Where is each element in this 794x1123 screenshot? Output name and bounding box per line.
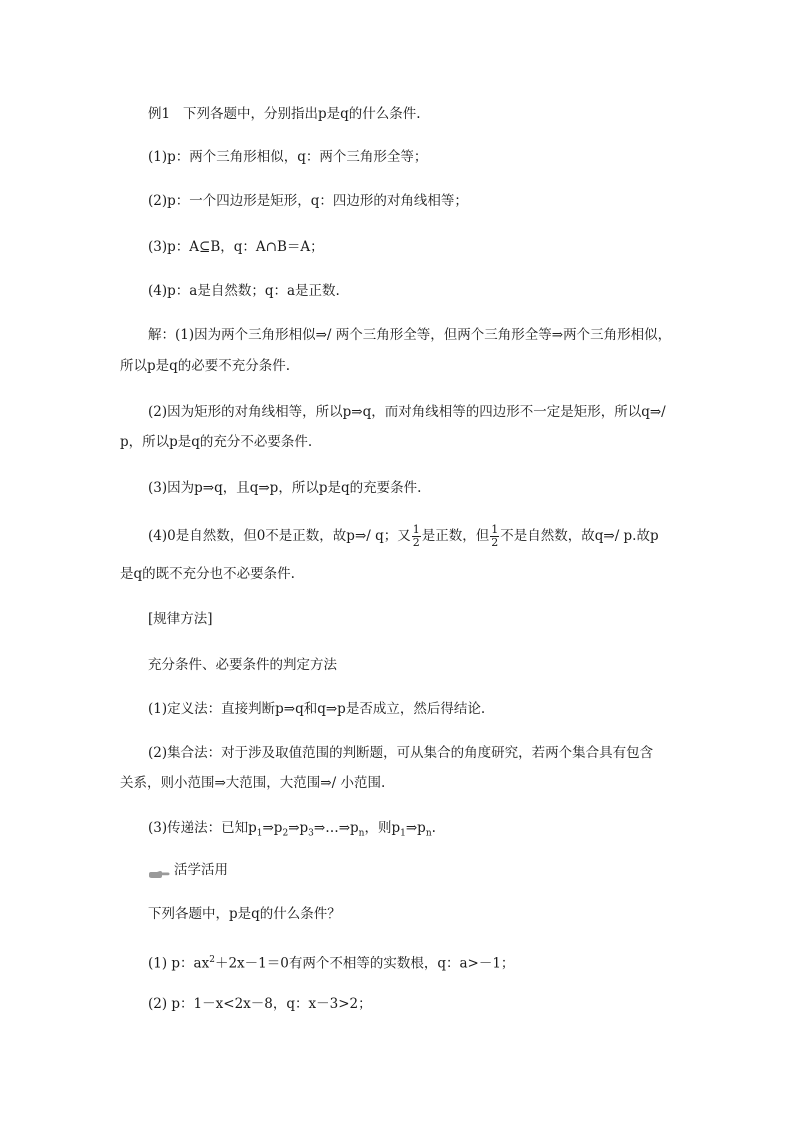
practice-item-1-text: ＋2x－1＝0有两个不相等的实数根，q：a>－1； bbox=[214, 955, 515, 972]
solution-4-line-1 bbox=[148, 524, 708, 549]
practice-item-1 bbox=[148, 950, 708, 974]
subscript: 1 bbox=[256, 828, 263, 839]
example-item-1: (1)p：两个三角形相似，q：两个三角形全等； bbox=[148, 149, 428, 165]
practice-item-2: (2) p：1－x<2x－8，q：x－3>2； bbox=[148, 996, 372, 1012]
example-item-2: (2)p：一个四边形是矩形，q：四边形的对角线相等； bbox=[148, 193, 468, 209]
method-heading: [规律方法] bbox=[148, 611, 213, 627]
method-3-text: (3)传递法：已知p bbox=[148, 820, 257, 836]
fraction-numerator: 1 bbox=[412, 523, 420, 536]
practice-label: 活学活用 bbox=[174, 862, 228, 878]
method-3-text: ⇒p bbox=[405, 820, 426, 836]
example-prompt: 下列各题中，分别指出p是q的什么条件. bbox=[182, 106, 421, 122]
subscript: 3 bbox=[308, 828, 314, 839]
solution-4-line-2: 是q的既不充分也不必要条件. bbox=[120, 566, 295, 582]
solution-2-line-2: p，所以p是q的充分不必要条件. bbox=[120, 434, 313, 450]
fraction-one-half bbox=[490, 524, 499, 549]
example-label: 例1 bbox=[148, 106, 171, 122]
solution-1-line-1: 解：(1)因为两个三角形相似⇒/ 两个三角形全等，但两个三角形全等⇒两个三角形相似， bbox=[148, 327, 672, 343]
method-3-text: ⇒p bbox=[288, 820, 309, 836]
method-1: (1)定义法：直接判断p⇒q和q⇒p是否成立，然后得结论. bbox=[148, 701, 486, 717]
fraction-denominator: 2 bbox=[412, 536, 420, 549]
method-3-text: ⇒…⇒p bbox=[313, 820, 359, 836]
solution-4-part-b: 是正数，但 bbox=[421, 528, 490, 544]
solution-3: (3)因为p⇒q，且q⇒p，所以p是q的充要条件. bbox=[148, 480, 422, 496]
solution-2-line-1: (2)因为矩形的对角线相等，所以p⇒q，而对角线相等的四边形不一定是矩形，所以q⇒/ bbox=[148, 404, 666, 420]
method-3-text: ，则p bbox=[364, 820, 401, 836]
method-2-line-1: (2)集合法：对于涉及取值范围的判断题，可从集合的角度研究，若两个集合具有包含 bbox=[148, 745, 654, 761]
practice-prompt: 下列各题中，p是q的什么条件？ bbox=[148, 906, 341, 922]
fraction-numerator: 1 bbox=[491, 523, 499, 536]
method-2-line-2: 关系，则小范围⇒大范围，大范围⇒/ 小范围. bbox=[120, 775, 386, 791]
subscript: 2 bbox=[282, 828, 289, 839]
subscript: n bbox=[425, 828, 432, 839]
practice-heading bbox=[148, 860, 708, 880]
solution-4-part-a: (4)0是自然数，但0不是正数，故p⇒/ q；又 bbox=[148, 528, 411, 544]
method-3-text: ⇒p bbox=[262, 820, 283, 836]
method-3-text: . bbox=[431, 820, 436, 836]
subscript: 1 bbox=[400, 828, 406, 839]
example-heading bbox=[148, 104, 708, 124]
solution-1-line-2: 所以p是q的必要不充分条件. bbox=[120, 358, 291, 374]
practice-item-1-text: (1) p：ax bbox=[148, 955, 210, 972]
example-item-3: (3)p：A⊆B，q：A∩B＝A； bbox=[148, 239, 324, 255]
subscript: n bbox=[358, 828, 365, 839]
superscript: 2 bbox=[209, 955, 215, 965]
fraction-one-half bbox=[412, 524, 421, 549]
example-item-4: (4)p：a是自然数；q：a是正数. bbox=[148, 283, 340, 299]
method-3 bbox=[148, 818, 708, 844]
fraction-denominator: 2 bbox=[491, 536, 499, 549]
pointing-hand-icon bbox=[148, 866, 170, 876]
solution-4-part-c: 不是自然数，故q⇒/ p.故p bbox=[500, 528, 659, 544]
method-title: 充分条件、必要条件的判定方法 bbox=[148, 657, 337, 673]
